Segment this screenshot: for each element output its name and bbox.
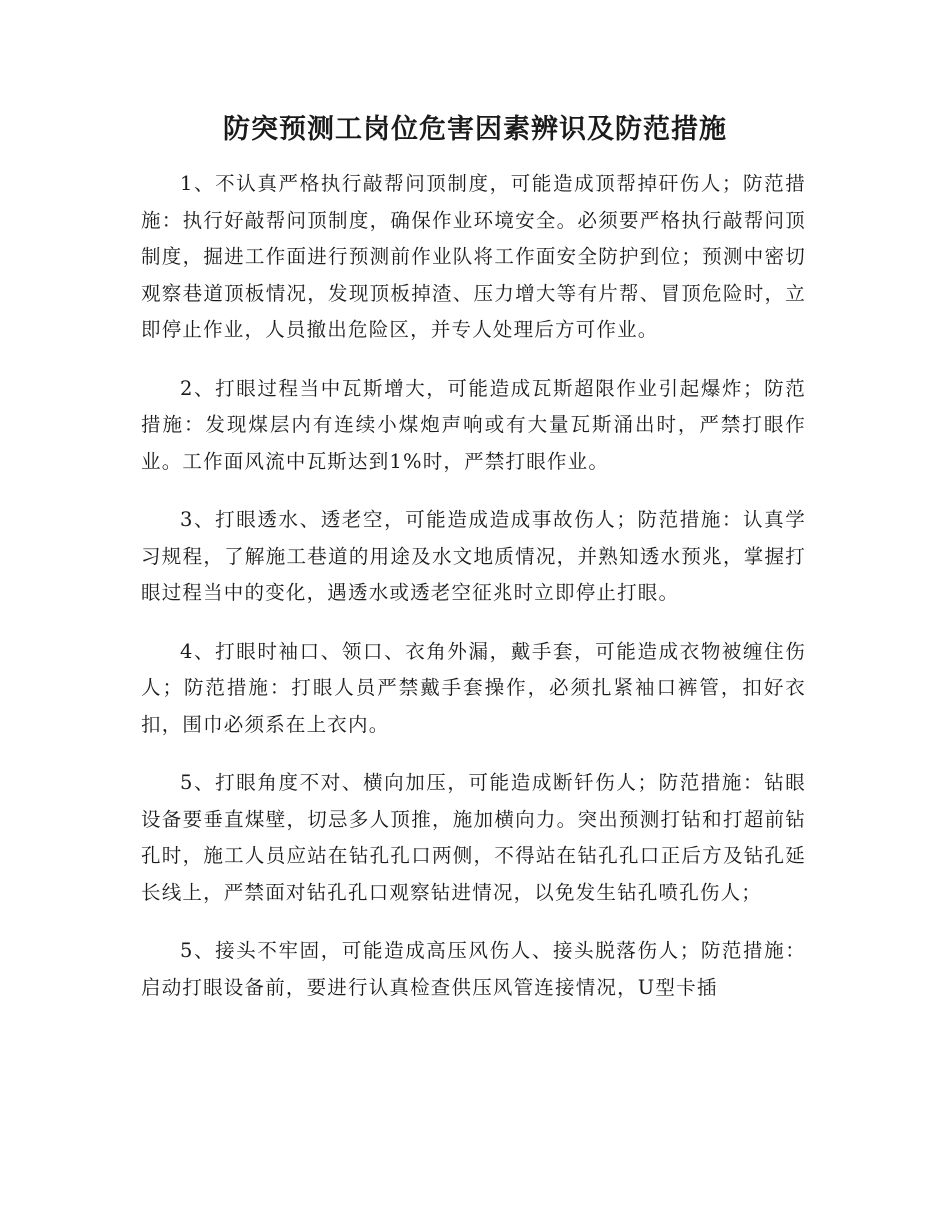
paragraph-5: 5、打眼角度不对、横向加压，可能造成断钎伤人；防范措施：钻眼设备要垂直煤壁，切忌多人顶推，施加横向力。突出预测打钻和打超前钻孔时，施工人员应站在钻孔孔口两侧，不得站在钻孔孔口正后方及钻孔延长线上，严禁面对钻孔孔口观察钻进情况，以免发生钻孔喷孔伤人； bbox=[141, 771, 806, 904]
document-body bbox=[141, 166, 806, 1028]
paragraph-1: 1、不认真严格执行敲帮问顶制度，可能造成顶帮掉矸伤人；防范措施：执行好敲帮问顶制度，确保作业环境安全。必须要严格执行敲帮问顶制度，掘进工作面进行预测前作业队将工作面安全防护到位；预测中密切观察巷道顶板情况，发现顶板掉渣、压力增大等有片帮、冒顶危险时，立即停止作业，人员撤出危险区，并专人处理后方可作业。 bbox=[141, 172, 806, 341]
paragraph-3: 3、打眼透水、透老空，可能造成造成事故伤人；防范措施：认真学习规程，了解施工巷道的用途及水文地质情况，并熟知透水预兆，掌握打眼过程当中的变化，遇透水或透老空征兆时立即停止打眼。 bbox=[141, 508, 806, 604]
paragraph-6: 5、接头不牢固，可能造成高压风伤人、接头脱落伤人；防范措施：启动打眼设备前，要进行认真检查供压风管连接情况，U型卡插 bbox=[141, 939, 806, 999]
document-title: 防突预测工岗位危害因素辨识及防范措施 bbox=[223, 114, 727, 145]
paragraph-2: 2、打眼过程当中瓦斯增大，可能造成瓦斯超限作业引起爆炸；防范措施：发现煤层内有连续小煤炮声响或有大量瓦斯涌出时，严禁打眼作业。工作面风流中瓦斯达到1%时，严禁打眼作业。 bbox=[141, 376, 806, 473]
paragraph-4: 4、打眼时袖口、领口、衣角外漏，戴手套，可能造成衣物被缠住伤人；防范措施：打眼人员严禁戴手套操作，必须扎紧袖口裤管，扣好衣扣，围巾必须系在上衣内。 bbox=[141, 639, 806, 736]
